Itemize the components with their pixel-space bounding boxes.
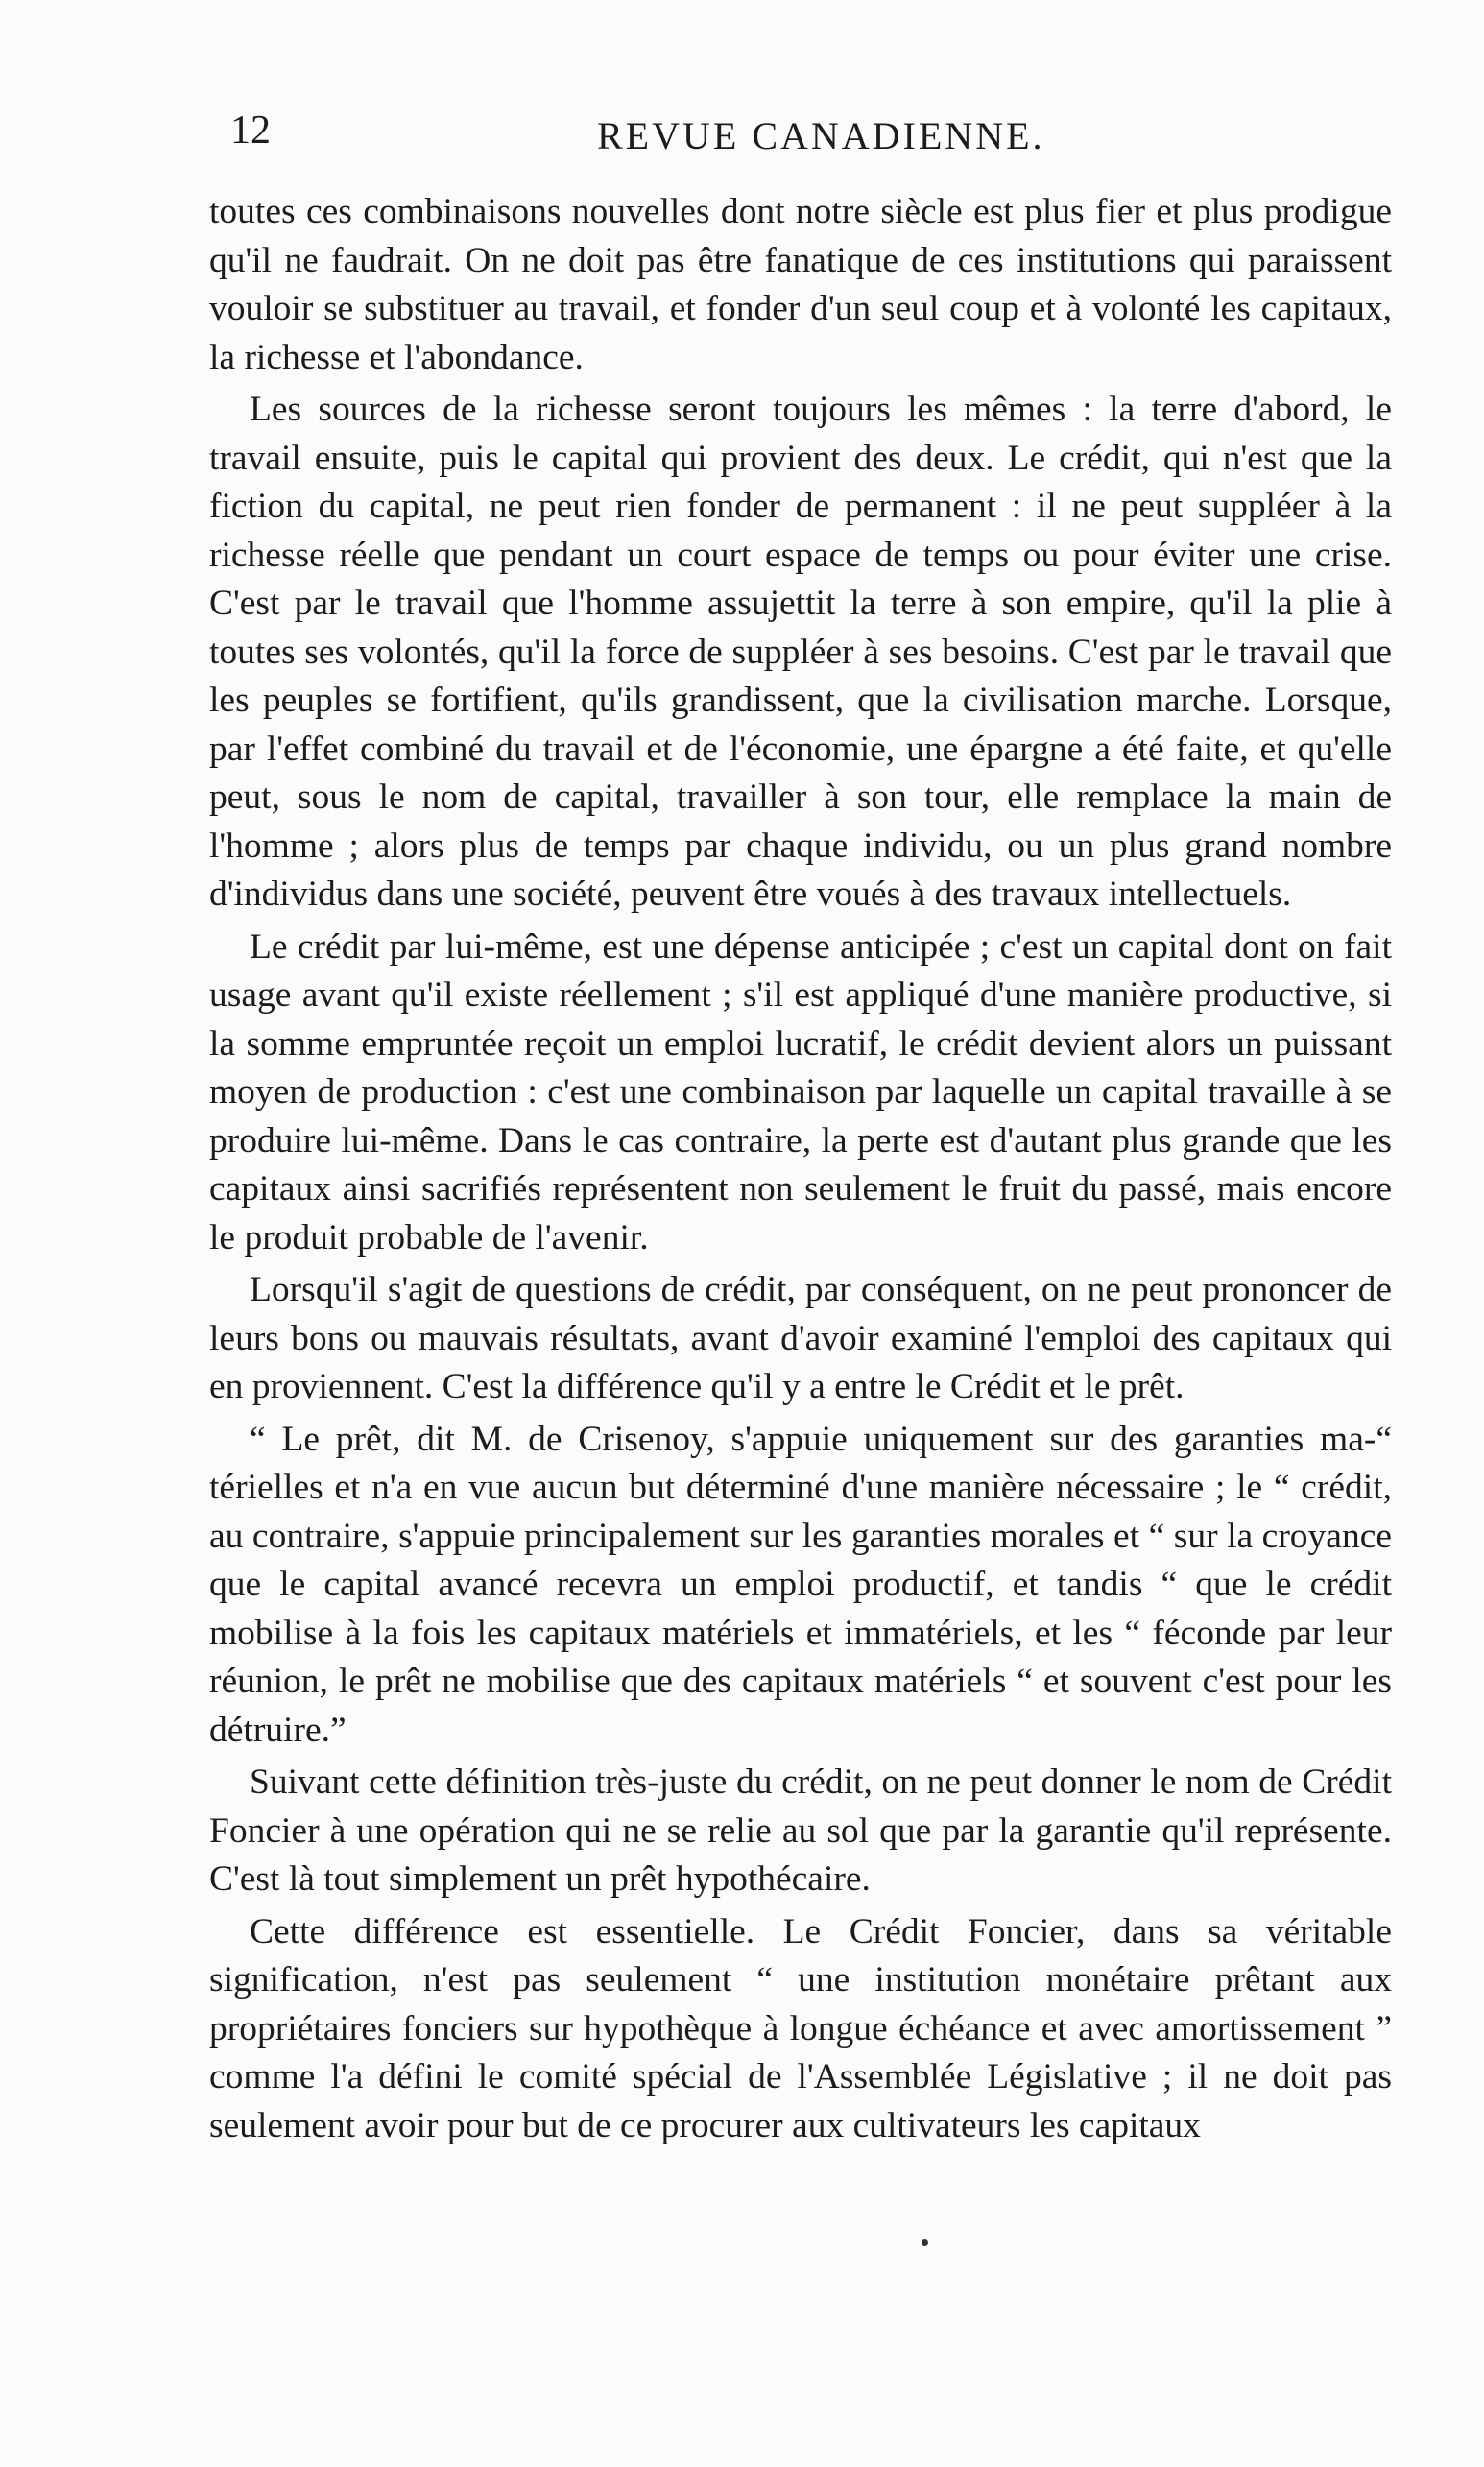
page-body — [209, 188, 1392, 2150]
paragraph-4: Lorsqu'il s'agit de questions de crédit, par conséquent, on ne peut prononcer de leurs bons ou mauvais résultats, avant d'avoir examiné l'emploi des capitaux qui en proviennent. C'est la différence qu'il y a entre le Crédit et le prêt. — [209, 1270, 1392, 1406]
page-number: 12 — [230, 108, 271, 153]
paragraph-7: Cette différence est essentielle. Le Crédit Foncier, dans sa véritable signification, n'est pas seulement “ une institution monétaire prêtant aux propriétaires fonciers sur hypothèque à longue échéance et avec amortissement ” comme l'a défini le comité spécial de l'Assemblée Législative ; il ne doit pas seulement avoir pour but de ce procurer aux cultivateurs les capitaux — [209, 1911, 1392, 2145]
paragraph-6: Suivant cette définition très-juste du crédit, on ne peut donner le nom de Crédit Foncier à une opération qui ne se relie au sol que par la garantie qu'il représente. C'est là tout simplement un prêt hypothécaire. — [209, 1762, 1392, 1899]
page-header — [223, 108, 1375, 165]
paragraph-2: Les sources de la richesse seront toujours les mêmes : la terre d'abord, le travail ensuite, puis le capital qui provient des deux. Le crédit, qui n'est que la fiction du capital, ne peut rien fonder de permanent : il ne peut suppléer à la richesse réelle que pendant un court espace de temps ou pour éviter une crise. C'est par le travail que l'homme assujettit la terre à son empire, qu'il la plie à toutes ses volontés, qu'il la force de suppléer à ses besoins. C'est par le travail que les peuples se fortifient, qu'ils grandissent, que la civilisation marche. Lorsque, par l'effet combiné du travail et de l'économie, une épargne a été faite, et qu'elle peut, sous le nom de capital, travailler à son tour, elle remplace la main de l'homme ; alors plus de temps par chaque individu, ou un plus grand nombre d'individus dans une société, peuvent être voués à des travaux intellectuels. — [209, 390, 1392, 914]
quotation-paragraph: “ Le prêt, dit M. de Crisenoy, s'appuie uniquement sur des garanties ma-“ térielles et n'a en vue aucun but déterminé d'une manière nécessaire ; le “ crédit, au contraire, s'appuie principalement sur les garanties morales et “ sur la croyance que le capital avancé recevra un emploi productif, et tandis “ que le crédit mobilise à la fois les capitaux matériels et immatériels, et les “ féconde par leur réunion, le prêt ne mobilise que des capitaux matériels “ et souvent c'est pour les détruire.” — [209, 1419, 1392, 1750]
running-title: REVUE CANADIENNE. — [597, 114, 1045, 157]
ink-dot — [922, 2239, 928, 2246]
paragraph-3: Le crédit par lui-même, est une dépense anticipée ; c'est un capital dont on fait usage avant qu'il existe réellement ; s'il est appliqué d'une manière productive, si la somme empruntée reçoit un emploi lucratif, le crédit devient alors un puissant moyen de production : c'est une combinaison par laquelle un capital travaille à se produire lui-même. Dans le cas contraire, la perte est d'autant plus grande que les capitaux ainsi sacrifiés représentent non seulement le fruit du passé, mais encore le produit probable de l'avenir. — [209, 926, 1392, 1257]
paragraph-1: toutes ces combinaisons nouvelles dont notre siècle est plus fier et plus prodigue qu'il ne faudrait. On ne doit pas être fanatique de ces institutions qui paraissent vouloir se substituer au travail, et fonder d'un seul coup et à volonté les capitaux, la richesse et l'abondance. — [209, 192, 1392, 377]
